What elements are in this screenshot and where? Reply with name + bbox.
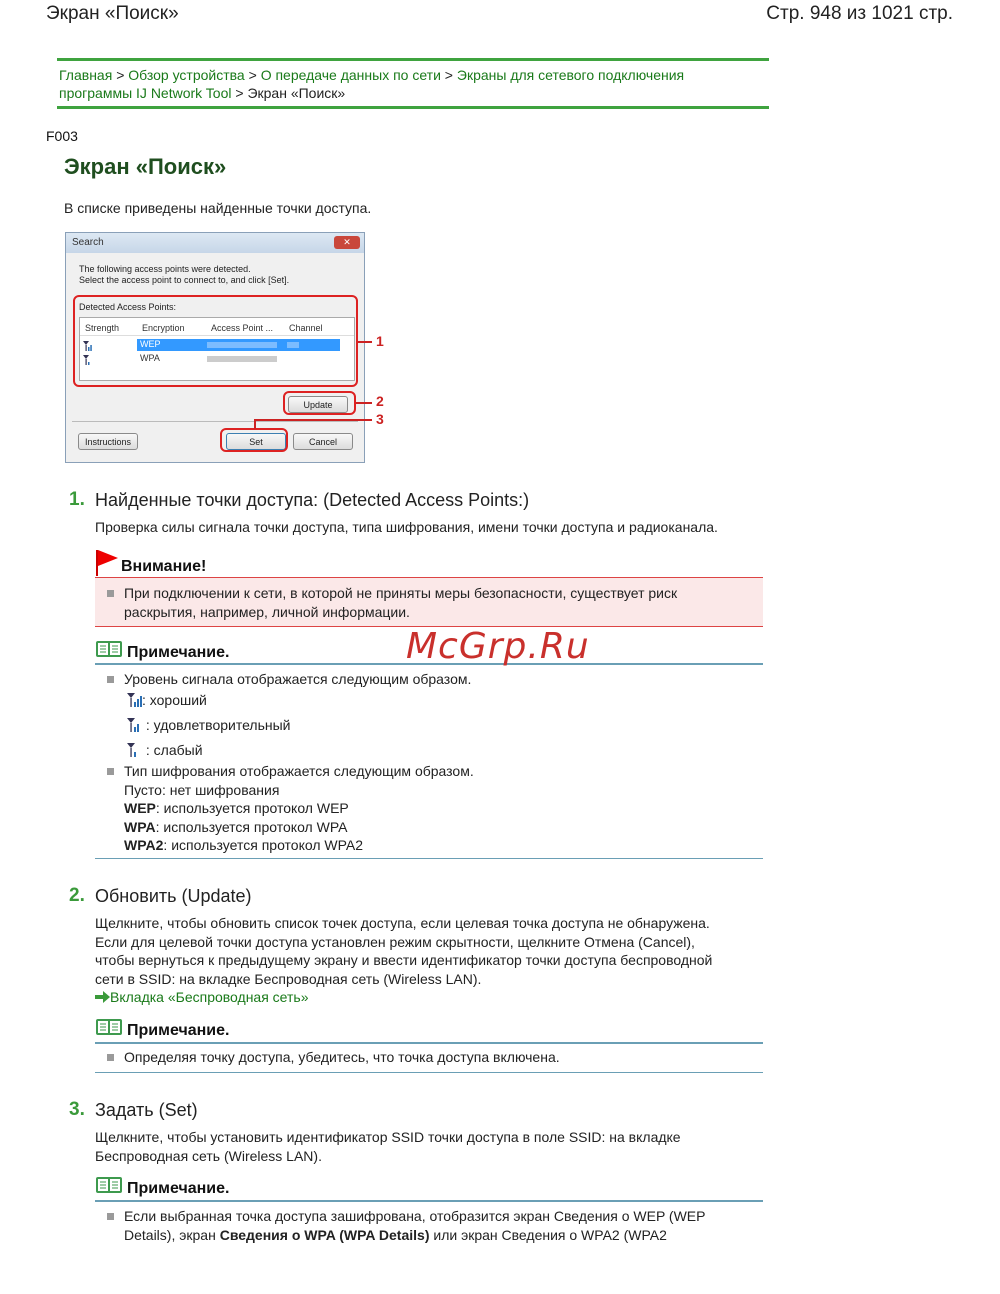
signal-weak-label: : слабый — [142, 742, 203, 758]
dialog-line-2: Select the access point to connect to, and click [Set]. — [79, 275, 290, 285]
breadcrumb-current: Экран «Поиск» — [247, 85, 346, 101]
breadcrumb-separator: > — [248, 67, 257, 83]
note-2-text: Определяя точку доступа, убедитесь, что точка доступа включена. — [124, 1049, 560, 1065]
update-button[interactable]: Update — [288, 396, 348, 413]
section-1-number: 1. — [69, 489, 85, 510]
note-3-line-2c: или экран Сведения о WPA2 (WPA2 — [429, 1226, 667, 1243]
note-3-title: Примечание. — [127, 1180, 230, 1197]
note-1-signal-intro: Уровень сигнала отображается следующим образом. — [124, 671, 472, 687]
callout-line-2 — [356, 402, 372, 404]
note-3-top-rule — [95, 1200, 763, 1202]
dialog-title: Search — [72, 237, 104, 248]
section-2-line-1: Щелкните, чтобы обновить список точек доступа, если целевая точка доступа не обнаружена. — [95, 915, 710, 931]
breadcrumb-separator: > — [235, 85, 244, 101]
callout-label-1: 1 — [376, 333, 384, 349]
book-icon — [96, 640, 122, 658]
wireless-tab-link-row[interactable] — [95, 988, 309, 1007]
callout-box-1 — [73, 295, 358, 387]
breadcrumb-network-link[interactable]: О передаче данных по сети — [260, 67, 441, 83]
enc-intro: Тип шифрования отображается следующим образом. — [124, 763, 474, 779]
signal-weak-icon — [126, 742, 142, 758]
cancel-button[interactable]: Cancel — [293, 433, 353, 450]
breadcrumb-top-rule — [57, 58, 769, 61]
caution-line-2: раскрытия, например, личной информации. — [124, 603, 410, 620]
callout-line-3 — [254, 419, 372, 421]
book-icon — [96, 1176, 122, 1194]
section-3-line-2: Беспроводная сеть (Wireless LAN). — [95, 1147, 322, 1164]
callout-box-2 — [283, 391, 356, 415]
breadcrumb-overview-link[interactable]: Обзор устройства — [128, 67, 245, 83]
caution-top-rule — [95, 577, 763, 578]
arrow-right-icon — [95, 991, 110, 1003]
watermark: McGrp.Ru — [406, 626, 590, 667]
section-2-title: Обновить (Update) — [95, 886, 252, 906]
book-icon — [96, 1018, 122, 1036]
breadcrumb-bottom-rule — [57, 106, 769, 109]
dialog-line-1: The following access points were detected. — [79, 264, 251, 274]
section-3-text — [95, 1128, 681, 1165]
section-2-text — [95, 914, 712, 988]
enc-wpa2-key: WPA2 — [124, 837, 164, 853]
callout-label-3: 3 — [376, 411, 384, 427]
caution-title: Внимание! — [121, 558, 207, 575]
note-1-bottom-rule — [95, 858, 763, 859]
note-2-title: Примечание. — [127, 1022, 230, 1039]
callout-label-2: 2 — [376, 393, 384, 409]
breadcrumb-home-link[interactable]: Главная — [59, 67, 113, 83]
intro-text: В списке приведены найденные точки доступа. — [64, 200, 372, 216]
signal-good-row — [126, 691, 207, 710]
instructions-button[interactable]: Instructions — [78, 433, 138, 450]
signal-good-icon — [126, 692, 142, 708]
close-icon[interactable]: ✕ — [334, 236, 360, 249]
section-1-text: Проверка силы сигнала точки доступа, типа шифрования, имени точки доступа и радиоканала. — [95, 519, 718, 535]
note-3-line-1: Если выбранная точка доступа зашифрована, отобразится экран Сведения о WEP (WEP — [124, 1208, 706, 1224]
breadcrumb-separator: > — [444, 67, 453, 83]
note-2-top-rule — [95, 1042, 763, 1044]
enc-wpa-val: : используется протокол WPA — [155, 818, 348, 835]
callout-line-1 — [358, 341, 372, 343]
enc-wpa2-val: : используется протокол WPA2 — [163, 837, 364, 853]
row-encryption: WPA — [140, 353, 160, 363]
signal-good-label: : хороший — [142, 692, 207, 708]
breadcrumb-screens-link[interactable]: Экраны для сетевого подключения программы IJ Network Tool — [59, 67, 685, 101]
section-2-line-3: чтобы вернуться к предыдущему экрану и ввести идентификатор точки доступа беспроводной — [95, 952, 713, 968]
note-2-bottom-rule — [95, 1072, 763, 1073]
signal-weak-row — [126, 741, 203, 760]
signal-fair-icon — [126, 717, 142, 733]
page-code: F003 — [46, 128, 78, 144]
page-title: Экран «Поиск» — [64, 154, 227, 179]
callout-line-3-vert — [254, 419, 256, 429]
section-3-number: 3. — [69, 1099, 85, 1120]
set-button[interactable]: Set — [226, 433, 286, 450]
signal-fair-label: : удовлетворительный — [142, 717, 291, 733]
section-3-title: Задать (Set) — [95, 1100, 198, 1120]
enc-wpa-key: WPA — [124, 818, 156, 835]
flag-icon — [95, 549, 119, 580]
callout-box-3 — [220, 428, 288, 452]
enc-wep-key: WEP — [124, 800, 156, 816]
signal-fair-row — [126, 716, 291, 735]
note-1-title: Примечание. — [127, 644, 230, 661]
dialog-titlebar — [66, 233, 364, 253]
column-channel[interactable]: Channel — [289, 323, 323, 333]
breadcrumb — [59, 66, 759, 102]
enc-wep-val: : используется протокол WEP — [155, 800, 349, 816]
section-1-title: Найденные точки доступа: (Detected Access Points:) — [95, 490, 530, 510]
caution-line-1: При подключении к сети, в которой не приняты меры безопасности, существует риск — [124, 585, 678, 601]
breadcrumb-separator: > — [116, 67, 125, 83]
note-3-line-2a: Details), экран — [124, 1226, 220, 1243]
column-strength[interactable]: Strength — [85, 323, 120, 333]
section-2-line-2: Если для целевой точки доступа установлен режим скрытности, щелкните Отмена (Cancel), — [95, 933, 695, 950]
row-encryption: WEP — [140, 339, 161, 349]
wireless-tab-link[interactable]: Вкладка «Беспроводная сеть» — [110, 989, 309, 1005]
enc-empty: Пусто: нет шифрования — [124, 781, 280, 798]
section-2-number: 2. — [69, 885, 85, 906]
note-3-line-2b: Сведения о WPA (WPA Details) — [219, 1226, 430, 1243]
detected-ap-label: Detected Access Points: — [79, 302, 177, 312]
page-counter: Стр. 948 из 1021 стр. — [766, 3, 953, 24]
section-3-line-1: Щелкните, чтобы установить идентификатор SSID точки доступа в поле SSID: на вкладке — [95, 1129, 681, 1145]
section-2-line-4: сети в SSID: на вкладке Беспроводная сеть (Wireless LAN). — [95, 970, 482, 987]
column-encryption[interactable]: Encryption — [142, 323, 185, 333]
column-access-point[interactable]: Access Point ... — [211, 323, 274, 333]
page-header-title: Экран «Поиск» — [46, 3, 179, 24]
